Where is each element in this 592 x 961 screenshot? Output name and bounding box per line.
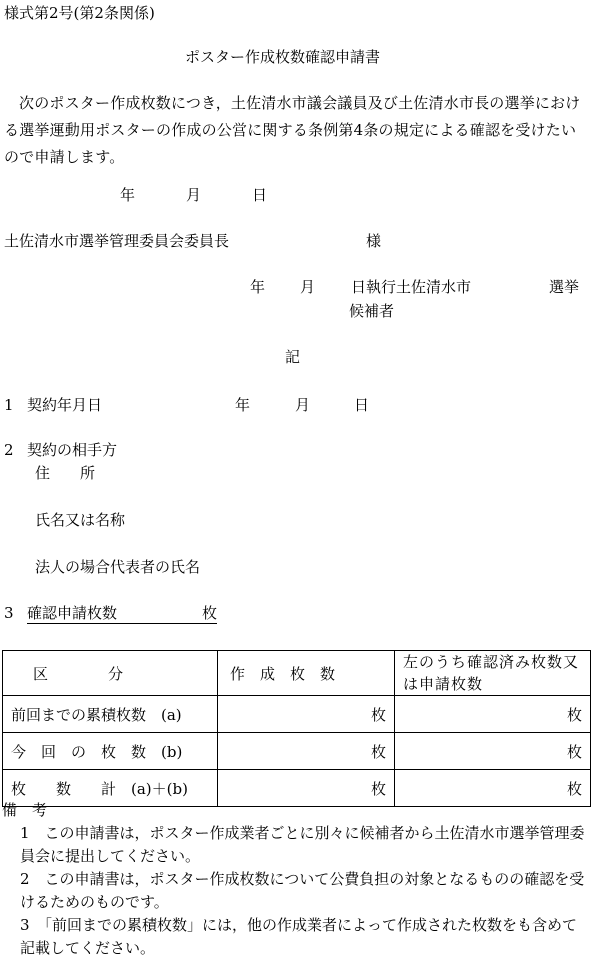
applicant-month: 月 (300, 278, 316, 296)
remark-note: 1 この申請書は，ポスター作成業者ごとに別々に候補者から土佐清水市選挙管理委員会に提出してください。 (20, 824, 585, 865)
table-cell-created[interactable]: 枚 (218, 770, 395, 807)
date-year: 年 (120, 186, 136, 204)
table-cell-created[interactable]: 枚 (218, 733, 395, 770)
remark-note: 3 「前回までの累積枚数」には，他の作成業者によって作成された枚数をも含めて記載してください。 (20, 916, 578, 957)
item-3-field (27, 606, 217, 624)
table-row (3, 770, 591, 807)
table-header-created: 作 成 枚 数 (218, 651, 395, 696)
item-2-address: 住 所 (35, 464, 96, 482)
date-day: 日 (252, 186, 268, 204)
item-2-label: 契約の相手方 (27, 441, 118, 459)
applicant-candidate: 候補者 (349, 302, 395, 320)
ki-heading: 記 (285, 348, 301, 366)
item-1-number: 1 (4, 396, 14, 414)
item-1-year: 年 (235, 396, 251, 414)
table-cell-confirmed[interactable]: 枚 (395, 696, 591, 733)
item-3-number: 3 (4, 604, 14, 622)
item-1-month: 月 (295, 396, 311, 414)
table-row (3, 733, 591, 770)
table-header-category: 区 分 (3, 651, 218, 696)
body-paragraph: 次のポスター作成枚数につき，土佐清水市議会議員及び土佐清水市長の選挙における選挙運動用ポスターの作成の公営に関する条例第4条の規定による確認を受けたいので申請します。 (4, 94, 581, 166)
table-row-label: 前回までの累積枚数 (a) (3, 696, 218, 733)
item-2-name: 氏名又は名称 (35, 511, 126, 529)
item-1-label: 契約年月日 (27, 396, 103, 414)
item-3-unit: 枚 (202, 604, 218, 622)
addressee-honorific: 様 (366, 232, 382, 250)
document-title: ポスター作成枚数確認申請書 (185, 48, 381, 66)
table-row-label: 枚 数 計 (a)＋(b) (3, 770, 218, 807)
applicant-year: 年 (250, 278, 266, 296)
item-2-number: 2 (4, 441, 14, 459)
item-3-label: 確認申請枚数 (27, 604, 118, 622)
table-cell-confirmed[interactable]: 枚 (395, 770, 591, 807)
remarks-heading: 備 考 (2, 801, 48, 819)
table-cell-created[interactable]: 枚 (218, 696, 395, 733)
table-header-row (3, 651, 591, 696)
item-2-representative: 法人の場合代表者の氏名 (35, 558, 201, 576)
table-row-label: 今 回 の 枚 数 (b) (3, 733, 218, 770)
form-number: 様式第2号(第2条関係) (4, 4, 155, 22)
addressee-name: 土佐清水市選挙管理委員会委員長 (4, 232, 230, 250)
applicant-day-exec: 日執行土佐清水市 (351, 278, 472, 296)
count-table (2, 650, 591, 807)
applicant-election: 選挙 (549, 278, 580, 296)
table-cell-confirmed[interactable]: 枚 (395, 733, 591, 770)
date-month: 月 (186, 186, 202, 204)
table-header-confirmed: 左のうち確認済み枚数又は申請枚数 (395, 651, 591, 696)
remark-note: 2 この申請書は，ポスター作成枚数について公費負担の対象となるものの確認を受けるためのものです。 (20, 870, 585, 911)
item-1-day: 日 (354, 396, 370, 414)
table-row (3, 696, 591, 733)
